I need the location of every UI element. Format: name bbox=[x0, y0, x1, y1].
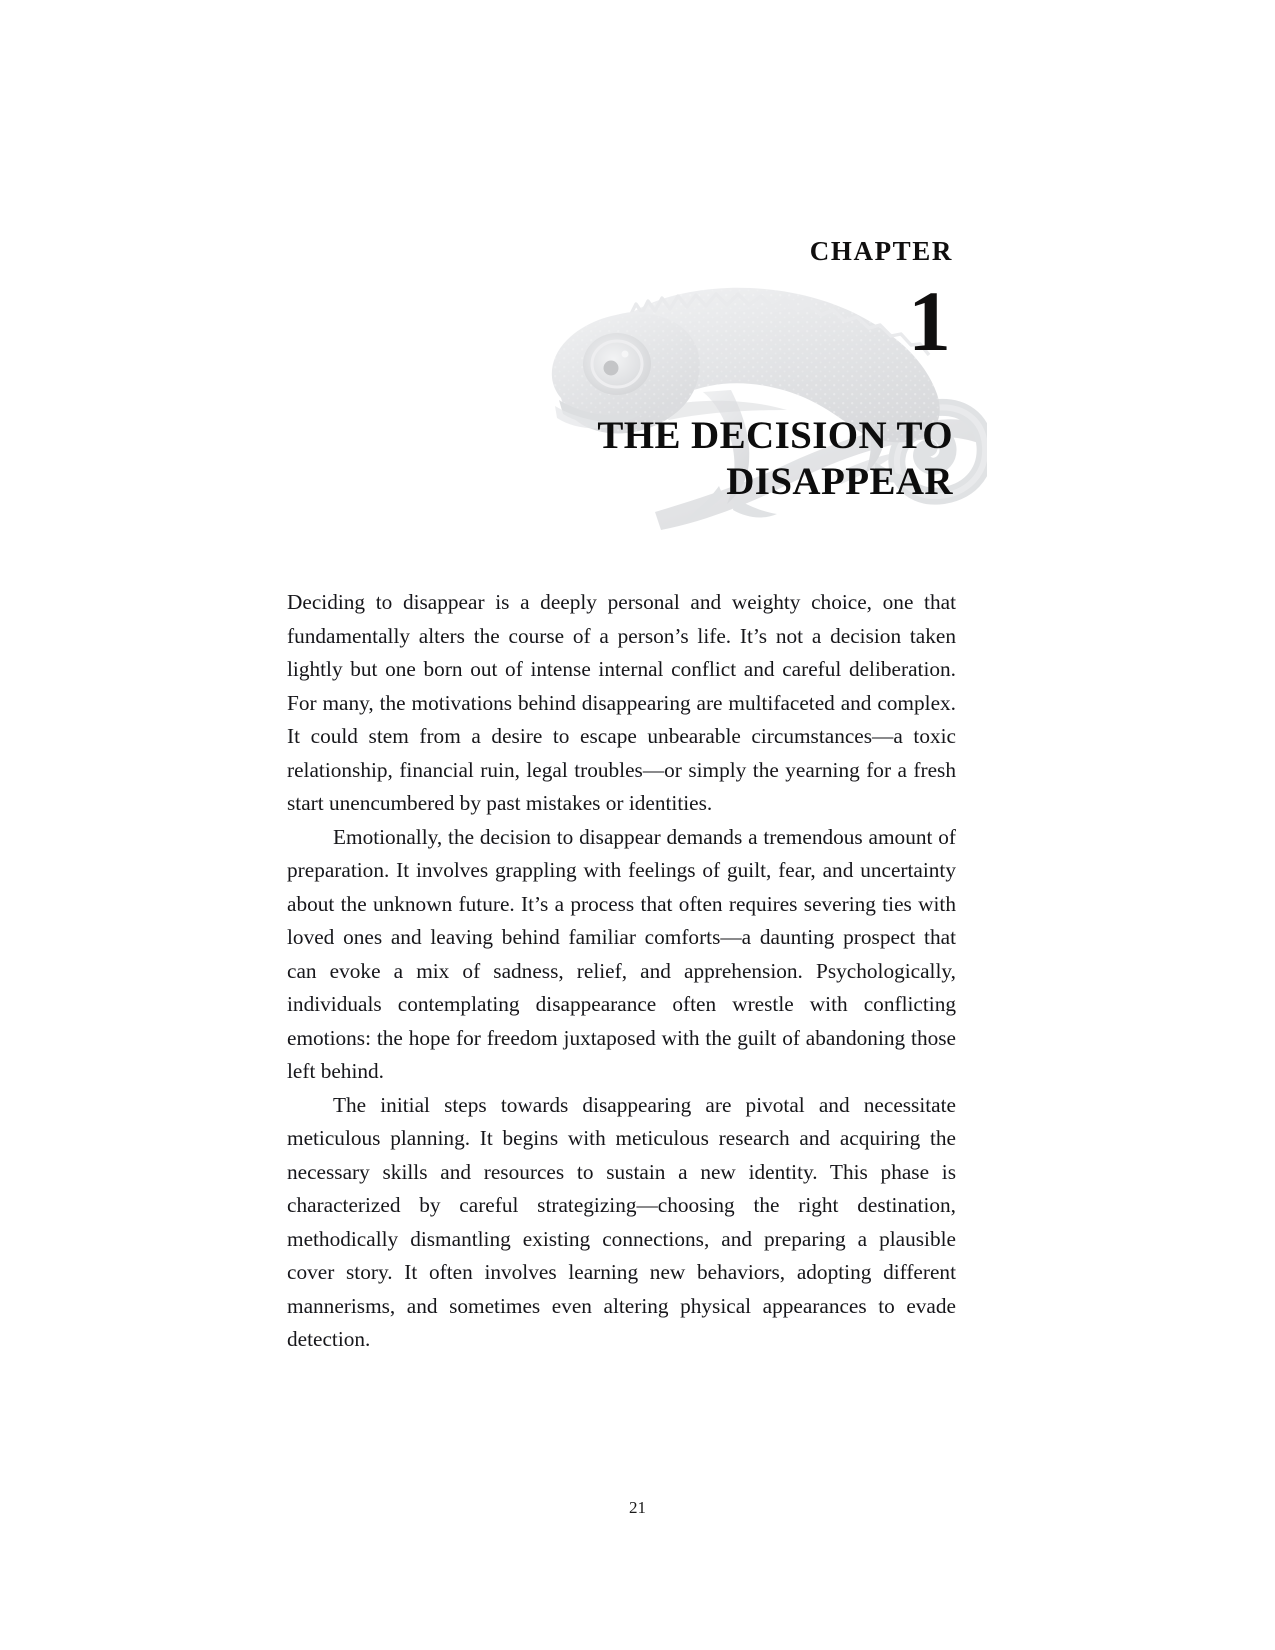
paragraph: Emotionally, the decision to disappear demands a tremendous amount of preparation. It involves grappling with feelings of guilt, fear, and uncertainty about the unknown future. It’s a process that often requires severing ties with loved ones and leaving behind familiar comforts—a daunting prospect that can evoke a mix of sadness, relief, and apprehension. Psychologically, individuals contemplating disappearance often wrestle with conflicting emotions: the hope for freedom juxtaposed with the guilt of abandoning those left behind. bbox=[287, 824, 956, 1083]
chapter-opener bbox=[287, 200, 955, 560]
chapter-number: 1 bbox=[908, 273, 951, 369]
body-text bbox=[287, 586, 956, 1357]
paragraph: The initial steps towards disappearing are pivotal and necessitate meticulous planning. It begins with meticulous research and acquiring the necessary skills and resources to sustain a new identity. This phase is characterized by careful strategizing—choosing the right destination, methodically dismantling existing connections, and preparing a plausible cover story. It often involves learning new behaviors, adopting different mannerisms, and sometimes even altering physical appearances to evade detection. bbox=[287, 1092, 956, 1351]
chapter-title: THE DECISION TO DISAPPEAR bbox=[597, 414, 953, 504]
paragraph: Deciding to disappear is a deeply personal and weighty choice, one that fundamentally alters the course of a person’s life. It’s not a decision taken lightly but one born out of intense internal conflict and careful deliberation. For many, the motivations behind disappearing are multifaceted and complex. It could stem from a desire to escape unbearable circumstances—a toxic relationship, financial ruin, legal troubles—or simply the yearning for a fresh start unencumbered by past mistakes or identities. bbox=[287, 590, 956, 815]
page-number: 21 bbox=[629, 1498, 646, 1517]
chapter-label: CHAPTER bbox=[809, 236, 953, 266]
